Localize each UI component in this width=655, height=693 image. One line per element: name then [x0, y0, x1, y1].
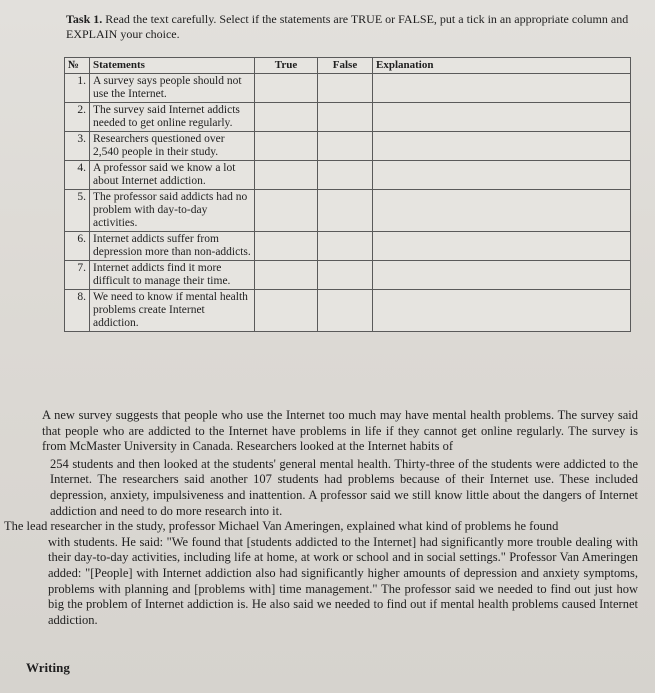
- explanation-cell[interactable]: [373, 190, 631, 232]
- header-false: False: [318, 58, 373, 74]
- statement-text: We need to know if mental health problems create Internet addiction.: [90, 290, 255, 332]
- statement-number: 6.: [65, 232, 90, 261]
- false-tick-cell[interactable]: [318, 290, 373, 332]
- passage-paragraph-3-first-line: The lead researcher in the study, professor Michael Van Ameringen, explained what kind of problems he found: [4, 519, 559, 534]
- table-row: [65, 103, 631, 132]
- true-tick-cell[interactable]: [255, 190, 318, 232]
- false-tick-cell[interactable]: [318, 190, 373, 232]
- statement-number: 4.: [65, 161, 90, 190]
- table-row: [65, 161, 631, 190]
- statement-text: Internet addicts suffer from depression more than non-addicts.: [90, 232, 255, 261]
- header-explanation: Explanation: [373, 58, 631, 74]
- explanation-cell[interactable]: [373, 261, 631, 290]
- header-true: True: [255, 58, 318, 74]
- false-tick-cell[interactable]: [318, 232, 373, 261]
- table-row: [65, 74, 631, 103]
- table-row: [65, 290, 631, 332]
- statement-text: A professor said we know a lot about Internet addiction.: [90, 161, 255, 190]
- true-tick-cell[interactable]: [255, 74, 318, 103]
- statement-number: 8.: [65, 290, 90, 332]
- statement-number: 1.: [65, 74, 90, 103]
- reading-passage: [4, 408, 638, 628]
- explanation-cell[interactable]: [373, 103, 631, 132]
- task-instruction: [66, 12, 636, 42]
- passage-paragraph-2: 254 students and then looked at the students' general mental health. Thirty-three of the students were addicted to the Internet. The researchers said another 107 students had problems because of their Internet use. These included depression, anxiety, impulsiveness and inattention. A professor said we still know little about the dangers of Internet addiction and need to do more research into it.: [50, 456, 638, 518]
- explanation-cell[interactable]: [373, 132, 631, 161]
- table-row: [65, 261, 631, 290]
- passage-paragraph-3: [4, 519, 638, 628]
- writing-heading: Writing: [26, 660, 70, 675]
- false-tick-cell[interactable]: [318, 261, 373, 290]
- false-tick-cell[interactable]: [318, 74, 373, 103]
- passage-paragraph-1: A new survey suggests that people who use the Internet too much may have mental health problems. The survey said that people who are addicted to the Internet have problems in life if they cannot get online regularly. The survey is from McMaster University in Canada. Researchers looked at the Internet habits of: [42, 408, 638, 454]
- true-tick-cell[interactable]: [255, 161, 318, 190]
- false-tick-cell[interactable]: [318, 103, 373, 132]
- statement-text: A survey says people should not use the Internet.: [90, 74, 255, 103]
- explanation-cell[interactable]: [373, 232, 631, 261]
- statement-text: The professor said addicts had no problem with day-to-day activities.: [90, 190, 255, 232]
- true-tick-cell[interactable]: [255, 290, 318, 332]
- header-statements: Statements: [90, 58, 255, 74]
- table-row: [65, 232, 631, 261]
- true-tick-cell[interactable]: [255, 103, 318, 132]
- table-row: [65, 132, 631, 161]
- false-tick-cell[interactable]: [318, 161, 373, 190]
- statement-number: 7.: [65, 261, 90, 290]
- true-tick-cell[interactable]: [255, 132, 318, 161]
- false-tick-cell[interactable]: [318, 132, 373, 161]
- table-row: [65, 190, 631, 232]
- statement-number: 2.: [65, 103, 90, 132]
- explanation-cell[interactable]: [373, 290, 631, 332]
- true-tick-cell[interactable]: [255, 232, 318, 261]
- true-tick-cell[interactable]: [255, 261, 318, 290]
- table-header-row: [65, 58, 631, 74]
- statement-text: Internet addicts find it more difficult to manage their time.: [90, 261, 255, 290]
- header-number: №: [65, 58, 90, 74]
- statement-text: Researchers questioned over 2,540 people in their study.: [90, 132, 255, 161]
- task-text: Read the text carefully. Select if the statements are TRUE or FALSE, put a tick in an appropriate column and EXPLAIN your choice.: [66, 12, 629, 41]
- statement-number: 5.: [65, 190, 90, 232]
- statement-text: The survey said Internet addicts needed to get online regularly.: [90, 103, 255, 132]
- task-label: Task 1.: [66, 12, 103, 26]
- statement-number: 3.: [65, 132, 90, 161]
- explanation-cell[interactable]: [373, 161, 631, 190]
- explanation-cell[interactable]: [373, 74, 631, 103]
- passage-paragraph-3-rest: with students. He said: "We found that [students addicted to the Internet] had significantly more trouble dealing with their day-to-day activities, including life at home, at work or school and in social settings." Professor Van Ameringen added: "[People] with Internet addiction also had significantly higher amounts of depression and anxiety symptoms, problems with planning and [problems with] time management." The professor said we needed to find out just how big the problem of Internet addiction is. He also said we needed to find out if mental health problems caused Internet addiction.: [48, 534, 638, 627]
- statements-table: [64, 57, 631, 332]
